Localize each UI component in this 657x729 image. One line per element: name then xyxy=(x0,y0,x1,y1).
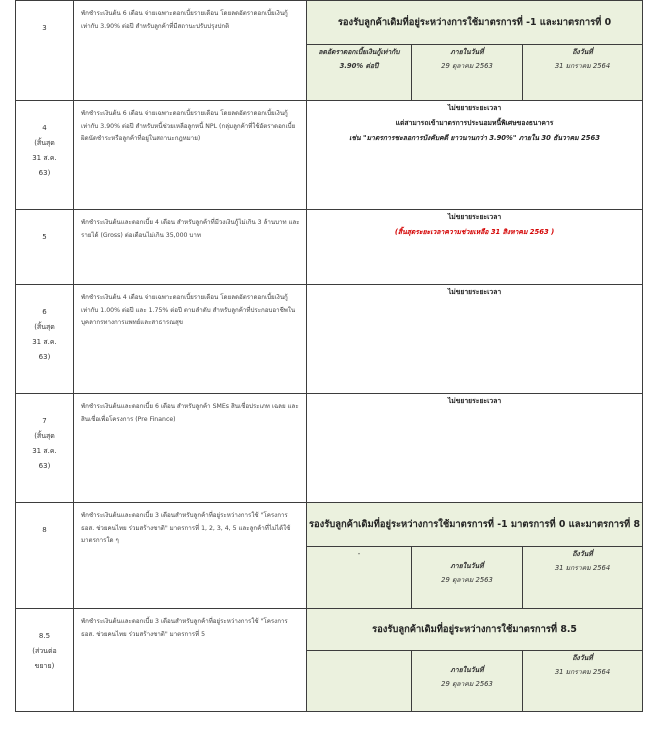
table-row xyxy=(16,394,643,503)
measure-description: พักชำระเงินต้นและดอกเบี้ย 3 เดือนสำหรับลูกค้าที่อยู่ระหว่างการใช้ "โครงการ ธอส. ช่วยคนไทย ร่วมสร้างชาติ" มาตรการที่ 1, 2, 3, 4, 5 และลูกค้าที่ไม่ได้ใช้มาตรการใด ๆ xyxy=(74,503,307,609)
table-row xyxy=(16,503,643,547)
end-date-cell: ถึงวันที่ 31 มกราคม 2564 xyxy=(523,651,643,712)
eligibility-header: รองรับลูกค้าเดิมที่อยู่ระหว่างการใช้มาตรการที่ -1 มาตรการที่ 0 และมาตรการที่ 8 xyxy=(307,503,643,547)
table-row xyxy=(16,285,643,394)
measure-description: พักชำระเงินต้น 6 เดือน จ่ายเฉพาะดอกเบี้ยรายเดือน โดยลดอัตราดอกเบี้ยเงินกู้เท่ากับ 3.90% ต่อปี สำหรับหนี้ช่วยเหลือลูกหนี้ NPL (กลุ่มลูกค้าที่ใช้อัตราดอกเบี้ยผิดนัดชำระหรือลูกค้าที่อยู่ในสถานะกฎหมาย) xyxy=(74,101,307,210)
measure-description: พักชำระเงินต้น 4 เดือน จ่ายเฉพาะดอกเบี้ยรายเดือน โดยลดอัตราดอกเบี้ยเงินกู้เท่ากับ 1.00% ต่อปี และ 1.75% ต่อปี ตามลำดับ สำหรับลูกค้าที่ประกอบอาชีพในบุคลากรทางการแพทย์และสาธารณสุข xyxy=(74,285,307,394)
status-cell: ไม่ขยายระยะเวลา xyxy=(307,285,643,394)
table-row xyxy=(16,609,643,651)
end-date-cell: ถึงวันที่ 31 มกราคม 2564 xyxy=(523,45,643,101)
status-cell: ไม่ขยายระยะเวลา xyxy=(307,394,643,503)
measure-description: พักชำระเงินต้น 6 เดือน จ่ายเฉพาะดอกเบี้ยรายเดือน โดยลดอัตราดอกเบี้ยเงินกู้เท่ากับ 3.90% ต่อปี สำหรับลูกค้าที่มีสถานะปรับปรุงปกติ xyxy=(74,1,307,101)
start-date-cell: ภายในวันที่ 29 ตุลาคม 2563 xyxy=(412,547,523,609)
benefit-cell: - xyxy=(307,547,412,609)
measure-number: 4 (สิ้นสุด 31 ส.ค. 63) xyxy=(16,101,74,210)
end-date-cell: ถึงวันที่ 31 มกราคม 2564 xyxy=(523,547,643,609)
eligibility-header: รองรับลูกค้าเดิมที่อยู่ระหว่างการใช้มาตรการที่ 8.5 xyxy=(307,609,643,651)
benefit-cell xyxy=(307,651,412,712)
measure-description: พักชำระเงินต้นและดอกเบี้ย 4 เดือน สำหรับลูกค้าที่มีวงเงินกู้ไม่เกิน 3 ล้านบาท และรายได้ (Gross) ต่อเดือนไม่เกิน 35,000 บาท xyxy=(74,210,307,285)
start-date-cell: ภายในวันที่ 29 ตุลาคม 2563 xyxy=(412,45,523,101)
measure-description: พักชำระเงินต้นและดอกเบี้ย 3 เดือนสำหรับลูกค้าที่อยู่ระหว่างการใช้ "โครงการ ธอส. ช่วยคนไทย ร่วมสร้างชาติ" มาตรการที่ 5 xyxy=(74,609,307,712)
measure-description: พักชำระเงินต้นและดอกเบี้ย 6 เดือน สำหรับลูกค้า SMEs สินเชื่อประเภท เฉลย และสินเชื่อเพื่อโครงการ (Pre Finance) xyxy=(74,394,307,503)
measures-table xyxy=(15,0,643,712)
table-row xyxy=(16,210,643,285)
table-row xyxy=(16,1,643,45)
benefit-cell: ลดอัตราดอกเบี้ยเงินกู้เท่ากับ 3.90% ต่อปี xyxy=(307,45,412,101)
measure-number: 8 xyxy=(16,503,74,609)
measure-number: 8.5 (ส่วนต่อ ขยาย) xyxy=(16,609,74,712)
status-cell: ไม่ขยายระยะเวลา (สิ้นสุดระยะเวลาความช่วยเหลือ 31 สิงหาคม 2563 ) xyxy=(307,210,643,285)
eligibility-header: รองรับลูกค้าเดิมที่อยู่ระหว่างการใช้มาตรการที่ -1 และมาตรการที่ 0 xyxy=(307,1,643,45)
measure-number: 3 xyxy=(16,1,74,101)
table-row xyxy=(16,101,643,210)
measure-number: 7 (สิ้นสุด 31 ส.ค. 63) xyxy=(16,394,74,503)
measure-number: 6 (สิ้นสุด 31 ส.ค. 63) xyxy=(16,285,74,394)
start-date-cell: ภายในวันที่ 29 ตุลาคม 2563 xyxy=(412,651,523,712)
status-cell: ไม่ขยายระยะเวลา แต่สามารถเข้ามาตรการประนอมหนี้พิเศษของธนาคาร เช่น "มาตรการชะลอการบังคับคดี ยาวนานกว่า 3.90%" ภายใน 30 ธันวาคม 2563 xyxy=(307,101,643,210)
measure-number: 5 xyxy=(16,210,74,285)
